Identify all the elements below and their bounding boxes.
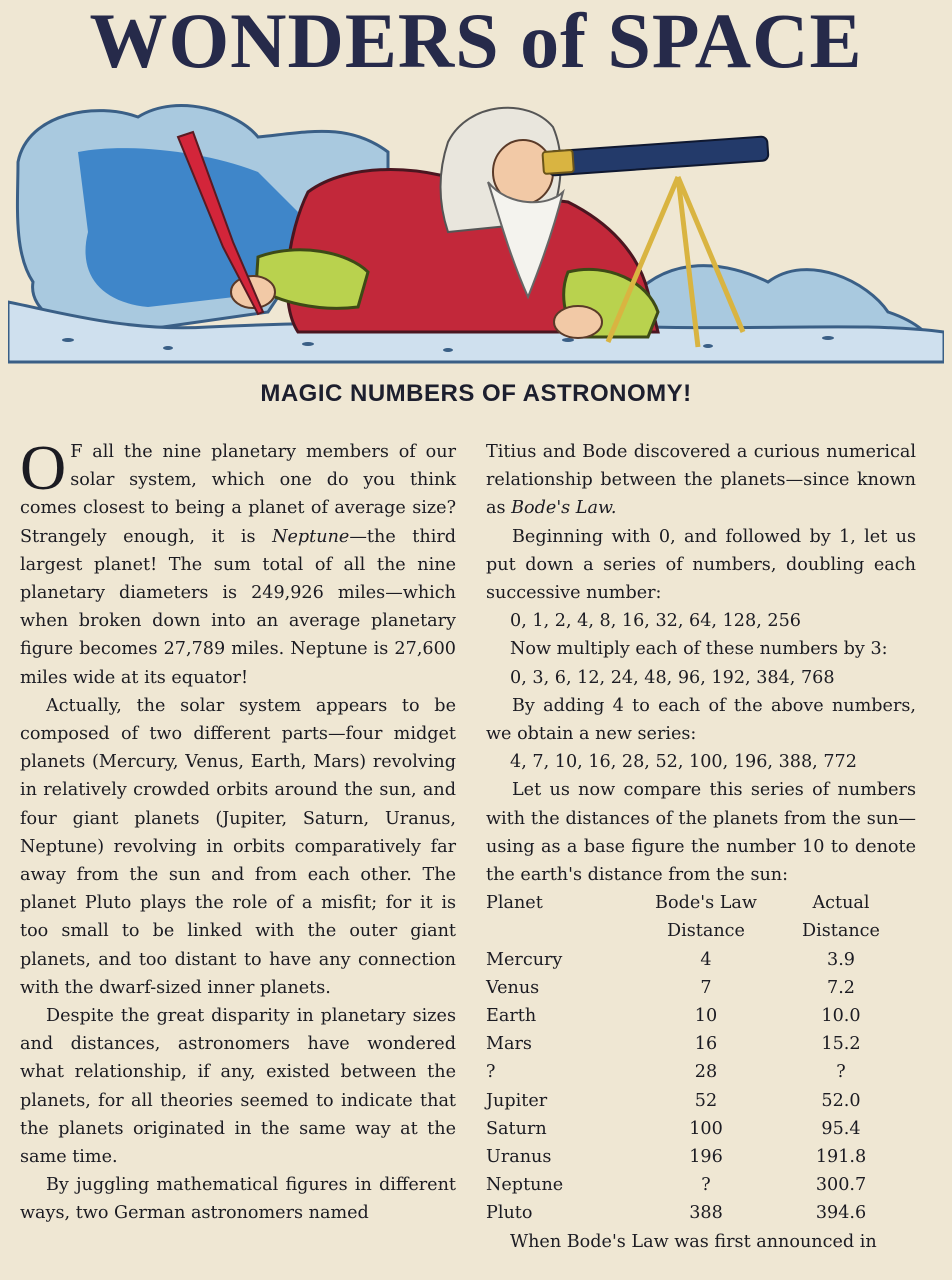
table-row — [486, 974, 906, 1002]
bode-distance: 52 — [694, 1090, 718, 1111]
right-column — [486, 438, 916, 1256]
actual-distance: 300.7 — [815, 1175, 867, 1196]
table-row — [486, 1143, 906, 1171]
planet-name: Uranus — [486, 1147, 552, 1168]
paragraph-solar-system: Actually, the solar system appears to be composed of two different parts—four midget planets (Mercury, Venus, Earth, Mars) revolving in relatively crowded orbits around the sun, and four giant planets (Jupiter, Saturn, Uranus, Neptune) revolving in orbits comparatively far away from the sun and from each other. The planet Pluto plays the role of a misfit; for it is too small to be linked with the outer giant planets, and too distant to have any connection with the dwarf-sized inner planets. — [20, 695, 456, 998]
table-header-row — [486, 917, 906, 945]
number-series-2: 0, 3, 6, 12, 24, 48, 96, 192, 384, 768 — [510, 667, 835, 688]
telescope — [547, 136, 768, 175]
intro-paragraph: O F all the nine planetary members of our solar system, which one do you think comes closest to being a planet of average size? Strangely enough, it is Neptune—the third largest planet! The sum total of all the nine planetary diameters is 249,926 miles—which when broken down into an average planetary figure becomes 27,789 miles. Neptune is 27,600 miles wide at its equator! — [20, 432, 457, 688]
bodes-law-table — [486, 889, 906, 1227]
planet-name: Pluto — [486, 1203, 533, 1224]
page-title: WONDERS of SPACE — [89, 0, 863, 84]
astronomer-illustration — [8, 82, 944, 370]
header-bode-1: Bode's Law — [655, 893, 757, 914]
paragraph-announced: When Bode's Law was first announced in — [510, 1231, 877, 1252]
table-row — [486, 1058, 906, 1086]
header-planet: Planet — [486, 893, 543, 914]
bode-distance: 388 — [689, 1203, 723, 1224]
planet-name: Jupiter — [486, 1090, 548, 1111]
drop-cap: O — [20, 432, 67, 503]
paragraph-bodes-law: Titius and Bode discovered a curious numerical relationship between the planets—since known as Bode's Law. — [486, 442, 916, 519]
table-row — [486, 1171, 906, 1199]
planet-name: Mars — [486, 1034, 532, 1055]
planet-name: Neptune — [486, 1175, 564, 1196]
planet-name: ? — [486, 1062, 496, 1083]
paragraph-juggling: By juggling mathematical figures in different ways, two German astronomers named — [20, 1175, 456, 1224]
table-row — [486, 946, 906, 974]
actual-distance: 95.4 — [821, 1118, 861, 1139]
actual-distance: 191.8 — [815, 1147, 867, 1168]
actual-distance: ? — [836, 1062, 846, 1083]
table-row — [486, 1199, 906, 1227]
actual-distance: 15.2 — [821, 1034, 861, 1055]
number-series-3: 4, 7, 10, 16, 28, 52, 100, 196, 388, 772 — [510, 752, 857, 773]
bode-distance: 28 — [694, 1062, 718, 1083]
table-row — [486, 1087, 906, 1115]
planet-name: Mercury — [486, 949, 563, 970]
table-row — [486, 1030, 906, 1058]
header-bode-2: Distance — [667, 921, 745, 942]
left-column — [20, 432, 457, 1228]
actual-distance: 3.9 — [827, 949, 855, 970]
bode-distance: 16 — [694, 1034, 718, 1055]
actual-distance: 52.0 — [821, 1090, 861, 1111]
bode-distance: ? — [701, 1175, 711, 1196]
table-header-row — [486, 889, 906, 917]
paragraph-disparity: Despite the great disparity in planetary sizes and distances, astronomers have wondered what relationship, if any, existed between the planets, for all theories seemed to indicate that the planets originated in the same way at the same time. — [20, 1006, 456, 1168]
article-subtitle: MAGIC NUMBERS OF ASTRONOMY! — [260, 380, 692, 407]
paragraph-adding: By adding 4 to each of the above numbers, we obtain a new series: — [486, 695, 916, 745]
paragraph-compare: Let us now compare this series of numbers with the distances of the planets from the sun—using as a base figure the number 10 to denote the earth's distance from the sun: — [486, 780, 916, 886]
header-actual-2: Distance — [802, 921, 880, 942]
table-row — [486, 1115, 906, 1143]
bode-distance: 10 — [694, 1006, 718, 1027]
number-series-1: 0, 1, 2, 4, 8, 16, 32, 64, 128, 256 — [510, 611, 801, 632]
bode-distance: 7 — [700, 977, 712, 998]
actual-distance: 10.0 — [821, 1006, 861, 1027]
planet-name: Earth — [486, 1006, 537, 1027]
paragraph-multiply: Now multiply each of these numbers by 3: — [510, 639, 888, 660]
bode-distance: 196 — [689, 1147, 723, 1168]
bode-distance: 4 — [700, 949, 712, 970]
right-hand — [554, 306, 602, 338]
bode-distance: 100 — [689, 1118, 723, 1139]
paragraph-beginning: Beginning with 0, and followed by 1, let us put down a series of numbers, doubling each successive number: — [486, 526, 916, 604]
table-row — [486, 1002, 906, 1030]
planet-name: Saturn — [486, 1118, 547, 1139]
actual-distance: 7.2 — [827, 977, 855, 998]
header-actual-1: Actual — [812, 893, 870, 914]
actual-distance: 394.6 — [815, 1203, 867, 1224]
planet-name: Venus — [486, 977, 540, 998]
